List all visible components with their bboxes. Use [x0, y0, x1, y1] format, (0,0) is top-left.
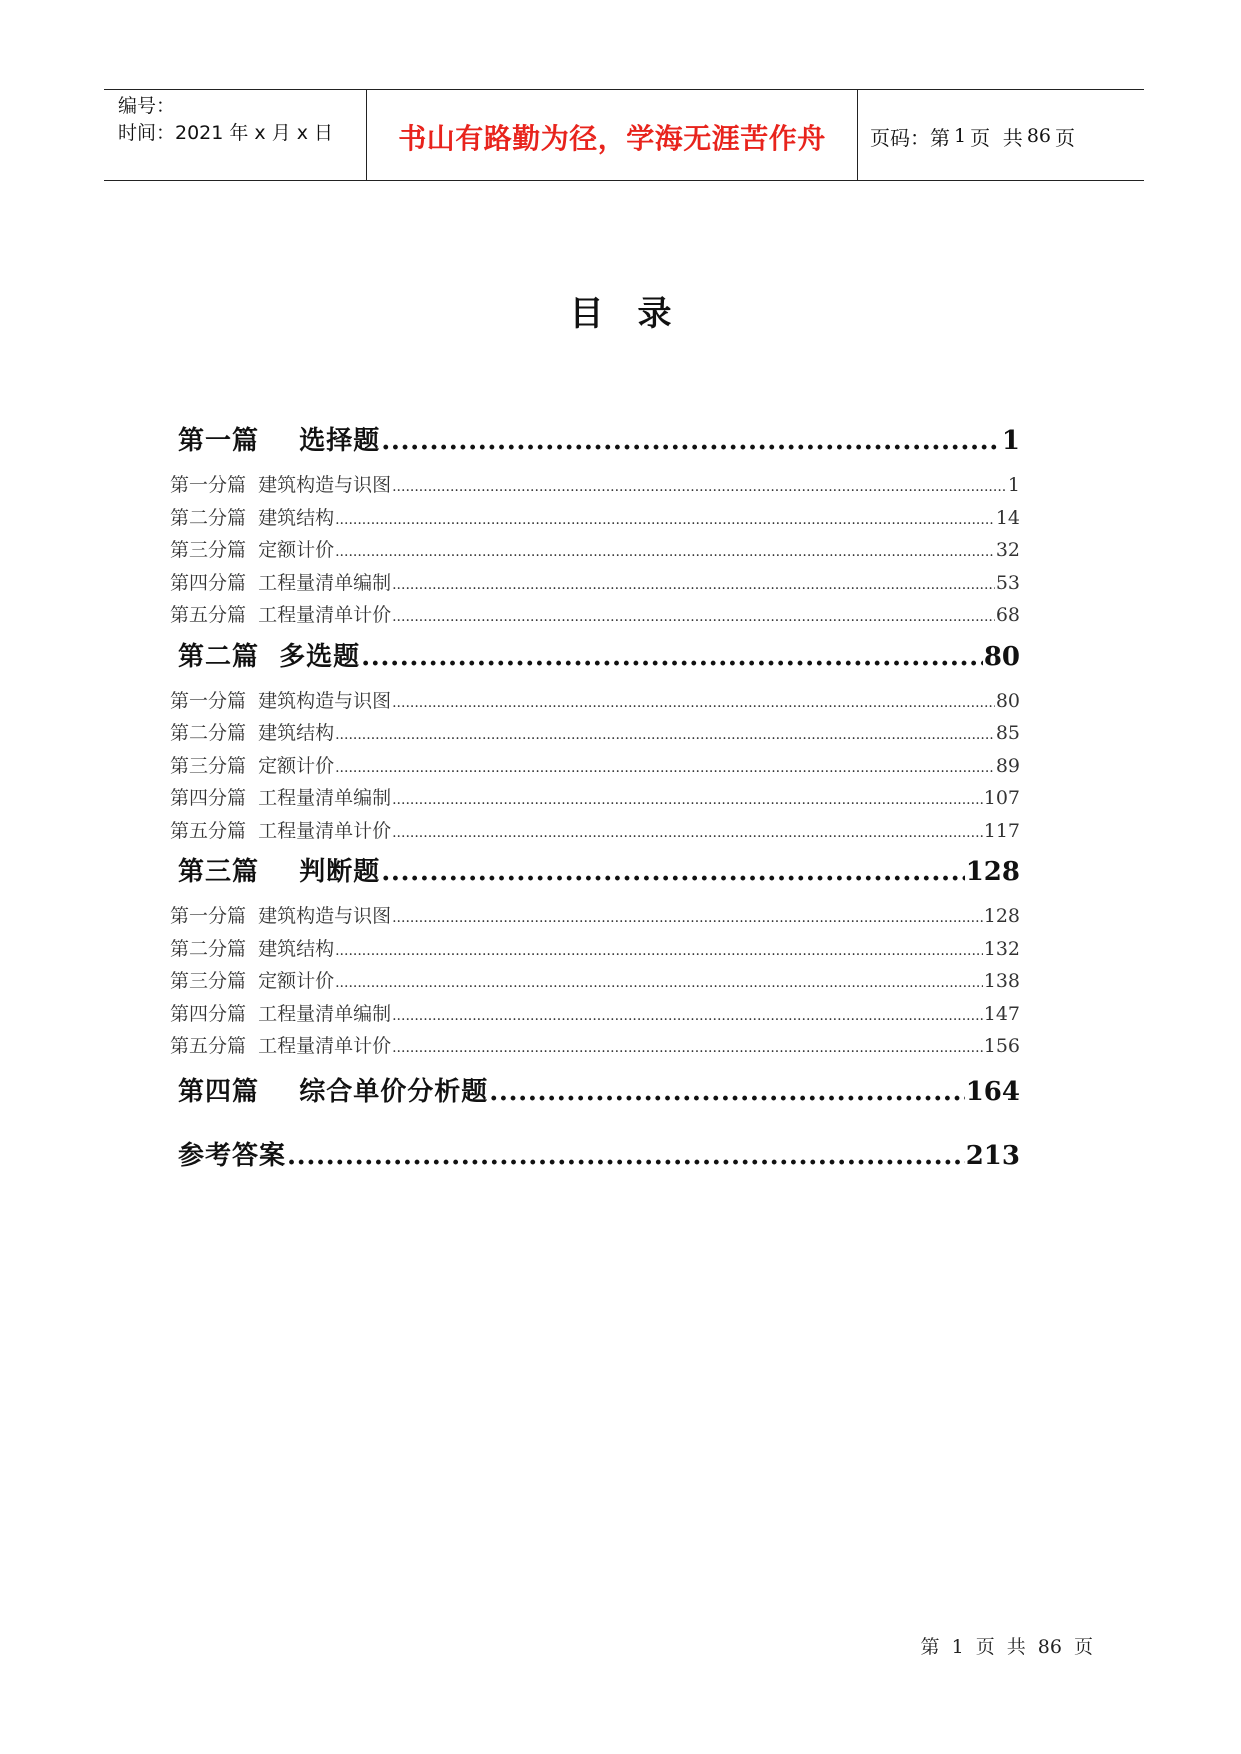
toc-page-number: 80 [995, 689, 1020, 712]
toc-page-number: 107 [983, 787, 1020, 809]
toc-page-number: 53 [995, 571, 1020, 594]
toc-sub-entry[interactable] [170, 965, 1020, 998]
toc-part-entry[interactable] [178, 420, 1020, 463]
toc-page-number: 85 [995, 722, 1020, 744]
toc-sub-label: 第二分篇 建筑结构 [170, 506, 335, 529]
toc-dot-leader [287, 1135, 965, 1178]
toc-dot-leader [335, 967, 983, 1000]
toc-dot-leader [361, 636, 983, 679]
toc-page-number: 32 [995, 539, 1020, 561]
toc-dot-leader [335, 719, 995, 752]
toc-dot-leader [335, 504, 995, 537]
toc-sub-label: 第四分篇 工程量清单编制 [170, 571, 392, 594]
toc-page-number: 14 [995, 506, 1020, 529]
toc-sub-entry[interactable] [170, 782, 1020, 815]
header-motto: 书山有路勤为径，学海无涯苦作舟 [398, 122, 826, 155]
toc-sub-entry[interactable] [170, 998, 1020, 1031]
toc-sub-label: 第五分篇 工程量清单计价 [170, 819, 392, 842]
toc-dot-leader [392, 601, 995, 634]
toc-page-number: 128 [983, 905, 1020, 927]
toc-page-number: 1 [1001, 426, 1020, 456]
toc-page-number: 138 [983, 970, 1020, 992]
header-page-cell [858, 90, 1144, 180]
toc-sub-entry[interactable] [170, 685, 1020, 718]
toc-part-entry[interactable] [178, 851, 1020, 894]
toc-dot-leader [489, 1071, 965, 1114]
header-page-mid: 页 共 [970, 125, 1023, 150]
toc-dot-leader [381, 420, 1001, 463]
toc-page-number: 1 [1007, 474, 1020, 496]
toc-part-label: 第四篇 综合单价分析题 [178, 1076, 489, 1107]
toc-page-number: 128 [965, 857, 1020, 887]
header-page-prefix: 页码：第 [870, 125, 950, 150]
toc-dot-leader [381, 851, 965, 894]
toc-dot-leader [392, 817, 983, 850]
toc-sub-label: 第五分篇 工程量清单计价 [170, 604, 392, 626]
document-time-label: 时间：2021 年 x 月 x 日 [118, 122, 334, 144]
toc-dot-leader [392, 569, 995, 602]
toc-sub-label: 第三分篇 定额计价 [170, 970, 335, 992]
toc-sub-label: 第二分篇 建筑结构 [170, 722, 335, 744]
toc-part-entry[interactable] [178, 636, 1020, 679]
toc-dot-leader [392, 687, 995, 720]
document-number-label: 编号： [118, 95, 176, 117]
toc-answers-label: 参考答案 [178, 1140, 287, 1171]
document-header [104, 89, 1144, 181]
header-page-number: 1 [954, 125, 967, 147]
toc-sub-entry[interactable] [170, 815, 1020, 848]
header-page-total: 86 [1026, 125, 1051, 147]
header-motto-cell [367, 90, 858, 180]
toc-part-entry[interactable] [178, 1071, 1020, 1114]
toc-sub-label: 第三分篇 定额计价 [170, 754, 335, 777]
toc-page-number: 117 [983, 819, 1020, 842]
toc-sub-label: 第五分篇 工程量清单计价 [170, 1035, 392, 1057]
toc-sub-entry[interactable] [170, 534, 1020, 567]
toc-dot-leader [335, 752, 995, 785]
toc-dot-leader [335, 536, 995, 569]
toc-page-number: 80 [983, 641, 1020, 672]
toc-page-number: 147 [983, 1002, 1020, 1025]
toc-sub-label: 第二分篇 建筑结构 [170, 937, 335, 960]
toc-sub-entry[interactable] [170, 599, 1020, 632]
toc-sub-label: 第四分篇 工程量清单编制 [170, 787, 392, 809]
toc-part-label: 第二篇 多选题 [178, 641, 361, 672]
toc-page-number: 89 [995, 754, 1020, 777]
toc-dot-leader [392, 1000, 983, 1033]
toc-sub-label: 第一分篇 建筑构造与识图 [170, 689, 392, 712]
toc-sub-entry[interactable] [170, 469, 1020, 502]
toc-page-number: 132 [983, 937, 1020, 960]
toc-page-number: 164 [965, 1076, 1020, 1107]
toc-sub-entry[interactable] [170, 717, 1020, 750]
toc-dot-leader [392, 784, 983, 817]
toc-title: 目录 [569, 294, 706, 334]
toc-page-number: 156 [983, 1035, 1020, 1057]
toc-dot-leader [335, 935, 983, 968]
toc-sub-label: 第一分篇 建筑构造与识图 [170, 905, 392, 927]
toc-sub-label: 第三分篇 定额计价 [170, 539, 335, 561]
toc-part-label: 第三篇 判断题 [178, 857, 381, 887]
toc-dot-leader [392, 902, 983, 935]
header-meta-cell [104, 90, 367, 180]
toc-sub-entry[interactable] [170, 933, 1020, 966]
toc-sub-label: 第四分篇 工程量清单编制 [170, 1002, 392, 1025]
toc-answers-entry[interactable] [178, 1135, 1020, 1178]
toc-sub-entry[interactable] [170, 900, 1020, 933]
page-footer: 第 1 页 共 86 页 [920, 1636, 1093, 1658]
toc-page-number: 68 [995, 604, 1020, 626]
toc-dot-leader [392, 471, 1007, 504]
toc-sub-entry[interactable] [170, 750, 1020, 783]
table-of-contents [170, 420, 1020, 1178]
toc-sub-entry[interactable] [170, 567, 1020, 600]
toc-sub-label: 第一分篇 建筑构造与识图 [170, 474, 392, 496]
toc-sub-entry[interactable] [170, 1030, 1020, 1063]
header-page-suffix: 页 [1055, 125, 1075, 150]
toc-page-number: 213 [965, 1140, 1020, 1171]
toc-sub-entry[interactable] [170, 502, 1020, 535]
toc-part-label: 第一篇 选择题 [178, 426, 381, 456]
toc-dot-leader [392, 1032, 983, 1065]
